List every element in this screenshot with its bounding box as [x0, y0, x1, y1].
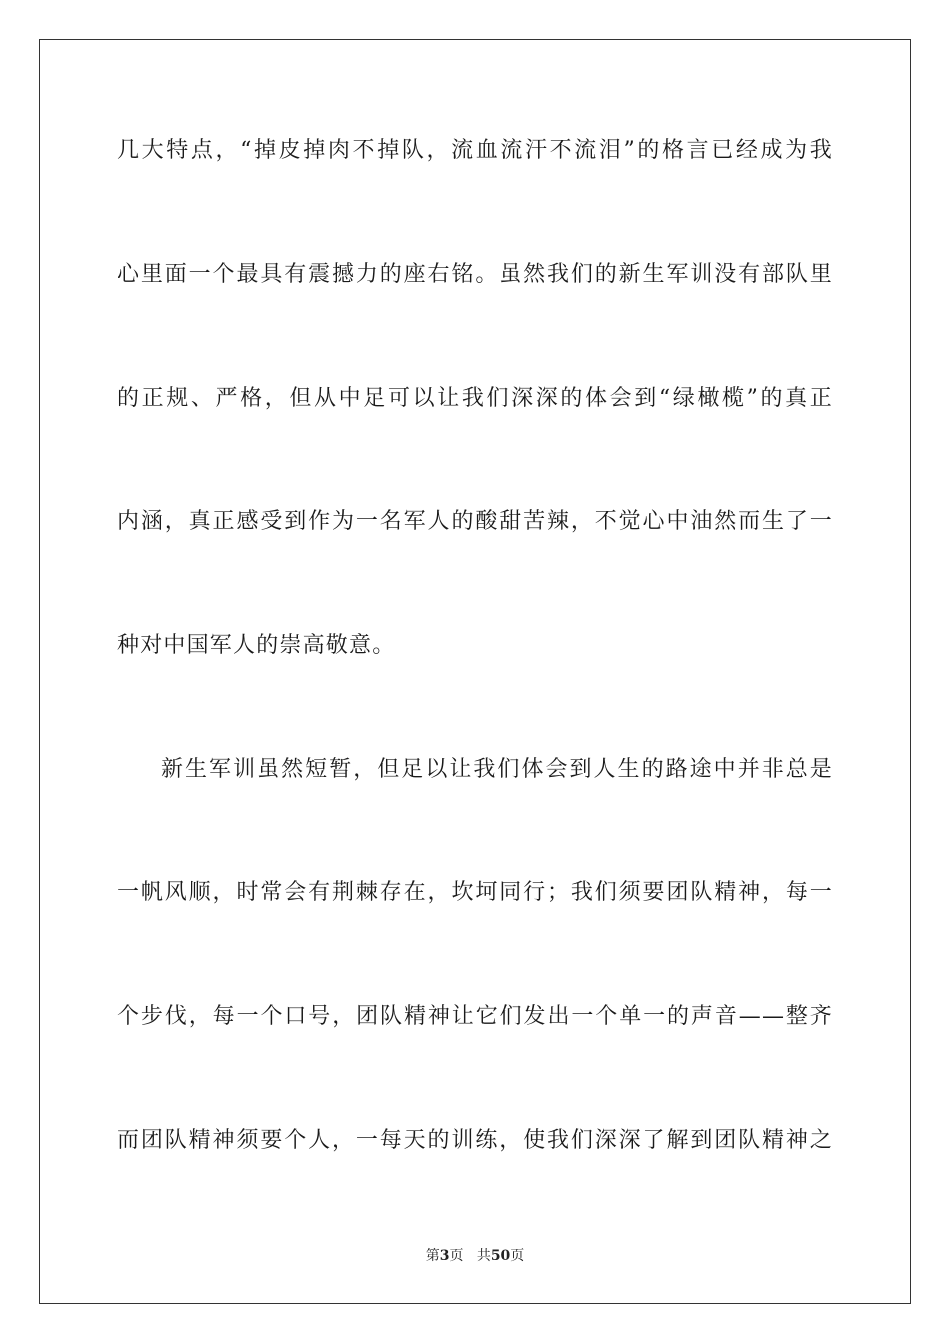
- text-line-9: 而团队精神须要个人，一每天的训练，使我们深深了解到团队精神之: [117, 1128, 833, 1153]
- footer-total-suffix: 页: [510, 1248, 525, 1264]
- footer-prefix: 第: [425, 1248, 440, 1264]
- page-border: [39, 39, 911, 1304]
- footer-page-suffix: 页: [449, 1248, 464, 1264]
- text-line-1: 几大特点，“掉皮掉肉不掉队，流血流汗不流泪”的格言已经成为我: [117, 138, 833, 163]
- text-line-5: 种对中国军人的崇高敬意。: [117, 633, 396, 658]
- text-line-6: 新生军训虽然短暂，但足以让我们体会到人生的路途中并非总是: [161, 757, 833, 782]
- page-footer: [0, 1246, 950, 1266]
- text-line-7: 一帆风顺，时常会有荆棘存在，坎坷同行；我们须要团队精神，每一: [117, 880, 833, 905]
- footer-page-number: 3: [439, 1248, 450, 1264]
- text-line-3: 的正规、严格，但从中足可以让我们深深的体会到“绿橄榄”的真正: [117, 386, 833, 411]
- text-line-8: 个步伐，每一个口号，团队精神让它们发出一个单一的声音——整齐: [117, 1004, 833, 1029]
- footer-total-prefix: 共: [476, 1248, 491, 1264]
- text-line-4: 内涵，真正感受到作为一名军人的酸甜苦辣，不觉心中油然而生了一: [117, 509, 833, 534]
- text-line-2: 心里面一个最具有震撼力的座右铭。虽然我们的新生军训没有部队里: [117, 262, 833, 287]
- footer-total-pages: 50: [490, 1248, 511, 1264]
